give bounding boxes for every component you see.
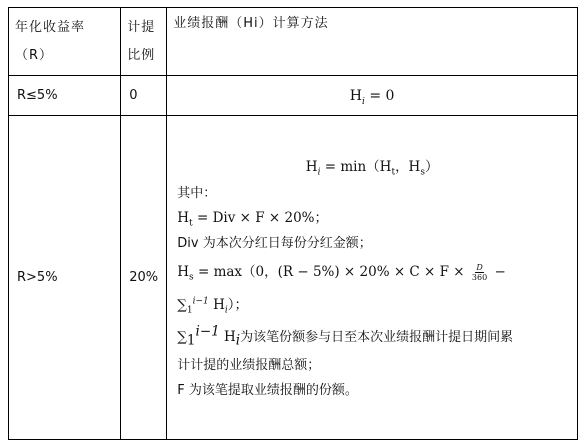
sigma-symbol: ∑ [177,296,187,313]
performance-fee-table [8,7,578,440]
where-label: 其中： [177,185,217,201]
days-fraction [471,263,488,282]
header-calculation-method [167,8,578,76]
hi-min-sep: ，H [395,158,421,175]
hi-min-arg2-sub: s [420,167,425,178]
cell-condition-high: R>5% [9,116,121,440]
performance-fee-table-frame [8,7,578,441]
sum-term-def: H [219,328,236,345]
hs-lhs: H [177,263,190,280]
ht-lhs-sub: t [189,218,193,229]
sum-definition-continued: 计计提的业绩报酬总额； [177,357,321,373]
sum-definition-text: 为该笔份额参与日至本次业绩报酬计提日期间累 [240,329,514,345]
header-annualized-return-line2: （R） [15,47,54,63]
sigma-upper-def: i−1 [195,323,220,340]
sum-term-sub-def: i [235,332,241,349]
hs-lhs-sub: s [189,272,194,283]
div-definition: Div 为本次分红日每份分红金额； [177,235,372,251]
sigma-lower-def: 1 [186,332,196,349]
hs-part1: = max（0，(R − 5%) × 20% × C × F × [193,263,469,280]
formula-sum-line [177,288,567,322]
hi-min-arg1-sub: t [391,167,396,178]
formula-rhs: = 0 [364,87,395,104]
sigma-symbol-def: ∑ [177,328,187,345]
cell-condition-low: R≤5% [9,76,121,116]
hi-min-op: = min（H [320,158,392,175]
header-accrual-ratio-line2: 比例 [127,47,156,63]
table-row-low-return [9,76,578,116]
f-definition: F 为该笔提取业绩报酬的份额。 [177,382,358,398]
sum-close: ）； [227,296,249,313]
header-accrual-ratio [121,8,167,76]
hs-part2: − [490,263,506,280]
formula-hi-min [177,153,567,181]
cell-ratio-high: 20% [121,116,167,440]
ht-lhs: H [177,209,190,226]
formula-hs [177,256,567,288]
header-calculation-method-text: 业绩报酬（Hi）计算方法 [173,16,329,31]
sum-term-sub: i [224,305,228,316]
cell-ratio-low: 0 [121,76,167,116]
header-annualized-return-line1: 年化收益率 [15,19,86,35]
cell-formula-low [167,76,578,116]
cell-formula-high [167,116,578,440]
table-row-high-return [9,116,578,440]
sum-definition [177,322,567,353]
header-annualized-return [9,8,121,76]
sigma-upper: i−1 [192,296,209,306]
sigma-lower: 1 [186,305,193,316]
hi-min-close: ） [424,158,439,175]
sum-term: H [208,296,225,313]
formula-ht [177,206,567,231]
ht-rhs: = Div × F × 20%； [192,209,328,226]
formula-lhs-subscript: i [362,96,365,107]
hi-min-lhs-sub: i [317,167,321,178]
hi-min-lhs: H [305,158,318,175]
formula-hi-zero [349,87,395,107]
formula-lhs: H [349,87,363,104]
fraction-numerator: D [476,262,483,272]
table-header-row [9,8,578,76]
header-accrual-ratio-line1: 计提 [127,19,156,35]
fraction-denominator: 360 [471,272,488,282]
